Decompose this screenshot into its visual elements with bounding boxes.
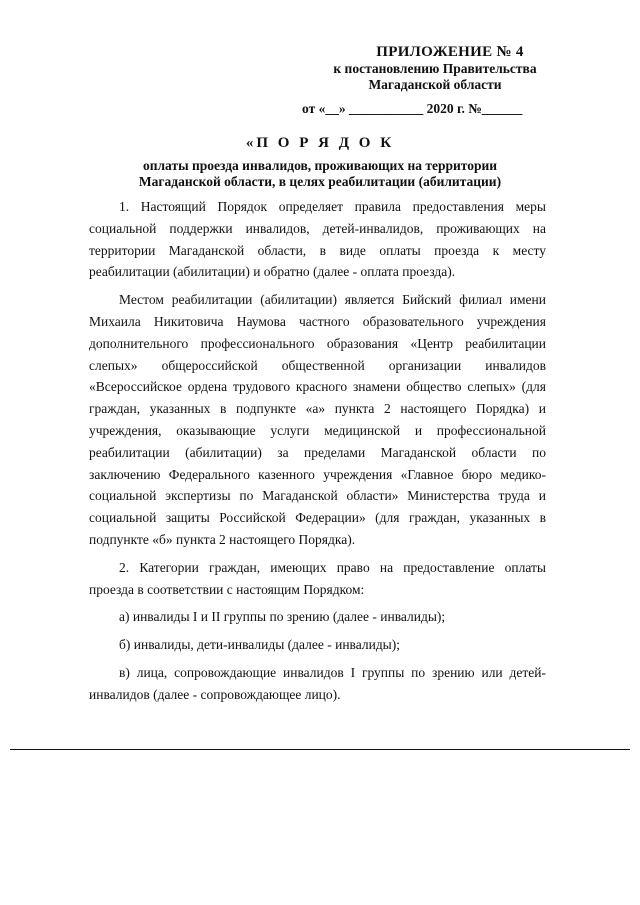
appendix-region-line: Магаданской области [368,77,502,92]
list-item-b: б) инвалиды, дети-инвалиды (далее - инвалиды); [119,637,401,653]
appendix-reference-line: к постановлению Правительства [333,61,537,76]
appendix-date-line: от «__» ___________ 2020 г. №______ [302,101,523,116]
list-item-v: в) лица, сопровождающие инвалидов I группы по зрению или детей-инвалидов (далее - сопровождающее лицо). [89,664,546,702]
page-bottom-divider [10,749,630,750]
appendix-title: ПРИЛОЖЕНИЕ № 4 [376,44,524,60]
paragraph-2: 2. Категории граждан, имеющих право на предоставление оплаты проезда в соответствии с настоящим Порядком: [89,559,546,597]
document-title: «П О Р Я Д О К [245,135,395,151]
paragraph-1: 1. Настоящий Порядок определяет правила предоставления меры социальной поддержки инвалидов, детей-инвалидов, проживающих на территории Магаданской области, в виде оплаты проезда к месту реабилитации (абилитации) и обратно (далее - оплата проезда). [89,199,546,280]
paragraph-rehab-place: Местом реабилитации (абилитации) является Бийский филиал имени Михаила Никитовича Наумова частного образовательного учреждения дополнительного профессионального образования «Центр реабилитации слепых» общероссийской общественной организации инвалидов «Всероссийское ордена трудового красного знамени общество слепых» (для граждан, указанных в подпункте «а» пункта 2 настоящего Порядка) и учреждения, оказывающие услуги медицинской и профессиональной реабилитации (абилитации) за пределами Магаданской области по заключению Федерального казенного учреждения «Главное бюро медико-социальной экспертизы по Магаданской области» Министерства труда и социальной защиты Российской Федерации» (для граждан, указанных в подпункте «б» пункта 2 настоящего Порядка). [89,292,546,547]
document-body [89,196,546,712]
list-item-a: а) инвалиды I и II группы по зрению (далее - инвалиды); [119,609,446,625]
appendix-header [290,44,580,117]
document-title-block [88,135,552,190]
document-subtitle: оплаты проезда инвалидов, проживающих на территории Магаданской области, в целях реабилитации (абилитации) [138,158,502,189]
